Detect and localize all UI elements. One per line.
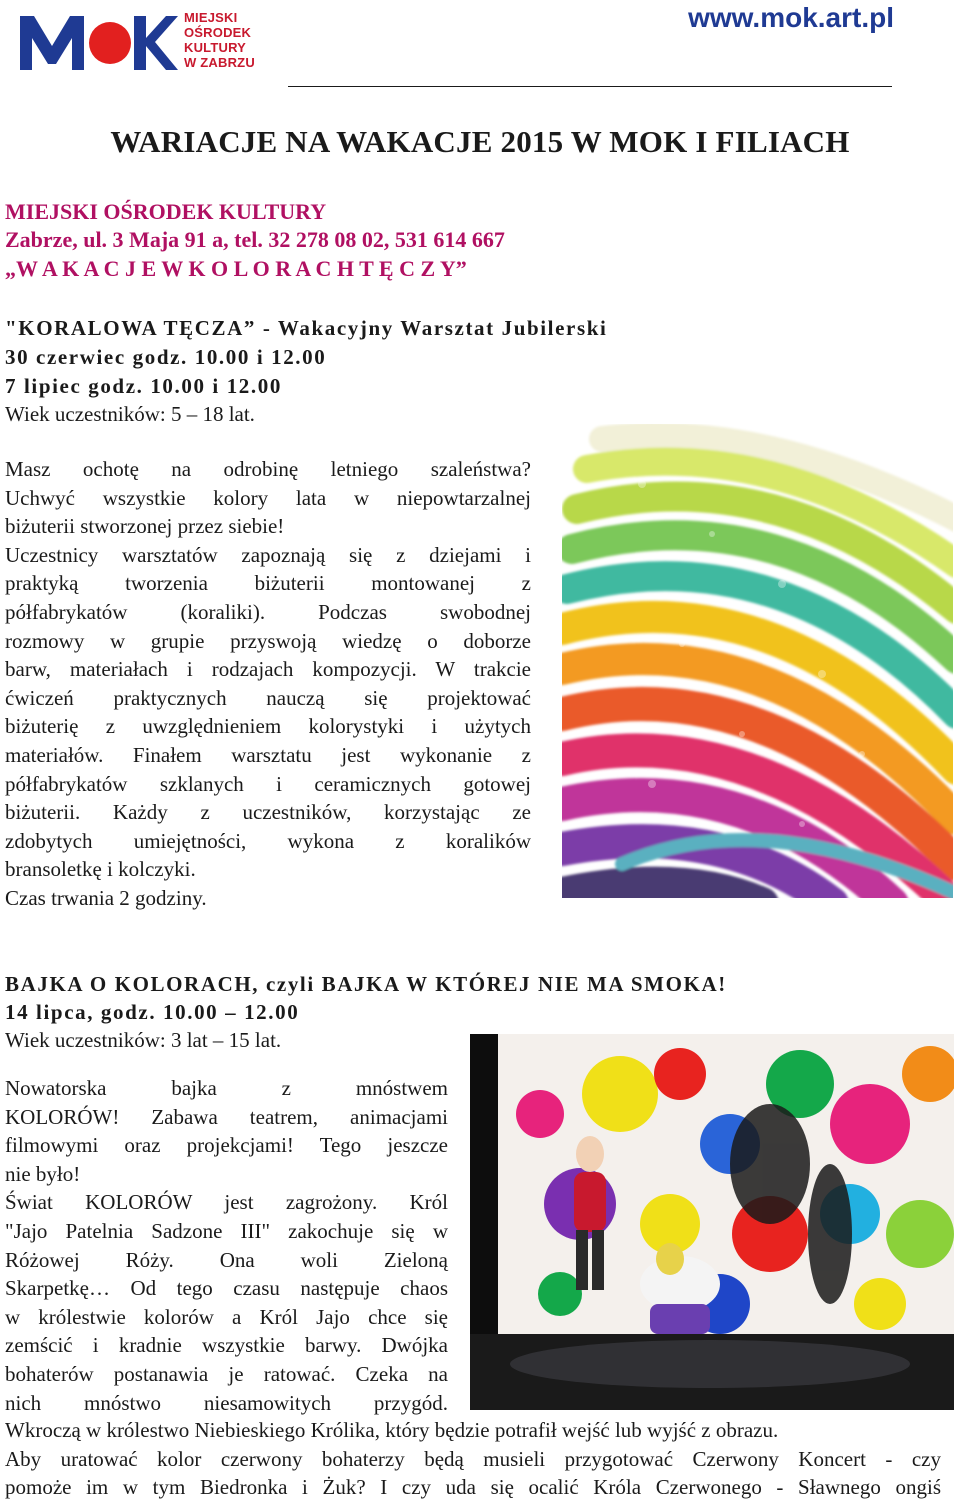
event2-line: Skarpetkę… Od tego czasu następuje chaos [5,1276,448,1301]
event1-date-1: 30 czerwiec godz. 10.00 i 12.00 [5,345,327,369]
event2-full-line: Aby uratować kolor czerwony bohaterzy będą musieli przygotować Czerwony Koncert - czy [5,1447,941,1471]
header-divider [288,86,892,87]
event2-full-line: pomoże im w tym Biedronka i Żuk? I czy uda się ocalić Króla Czerwonego - Sławnego ongiś [5,1475,941,1499]
org-name: MIEJSKI OŚRODEK KULTURY [5,199,327,224]
logo-text-line-2: OŚRODEK [184,25,252,40]
event1-line: biżuterię z uwzględnieniem kolorystyki i użytych [5,714,531,739]
org-address: Zabrze, ul. 3 Maja 91 a, tel. 32 278 08 02, 531 614 667 [5,227,505,252]
event1-line: półfabrykatów szklanych i ceramicznych gotowej [5,771,531,796]
event1-date-2: 7 lipiec godz. 10.00 i 12.00 [5,374,282,398]
event2-line: nich mnóstwo niesamowitych przygód. [5,1390,448,1415]
event2-date: 14 lipca, godz. 10.00 – 12.00 [5,1000,300,1024]
event1-description [5,455,531,913]
event1-line: materiałów. Finałem warsztatu jest wykonanie z [5,742,531,767]
event1-line: Czas trwania 2 godziny. [5,885,207,910]
colorful-stage-image [470,1034,954,1410]
event2-full-line: Wkroczą w królestwo Niebieskiego Królika, który będzie potrafił wejść lub wyjść z obrazu. [5,1418,779,1442]
event2-age: Wiek uczestników: 3 lat – 15 lat. [5,1028,282,1052]
event2-line: filmowymi oraz projekcjami! Tego jeszcze [5,1133,448,1158]
logo-text-line-4: W ZABRZU [184,55,255,70]
mok-logo [18,8,268,74]
mok-logo-mark [18,12,178,72]
event1-line: Uchwyć wszystkie kolory lata w niepowtarzalnej [5,485,531,510]
event1-line: zdobytych umiejętności, wykona z koralików [5,828,531,853]
document-title: WARIACJE NA WAKACJE 2015 W MOK I FILIACH [110,124,850,159]
logo-text-line-3: KULTURY [184,40,247,55]
event2-line: KOLORÓW! Zabawa teatrem, animacjami [5,1104,448,1129]
event2-line: Świat KOLORÓW jest zagrożony. Król [5,1190,448,1215]
event1-line: biżuterii stworzonej przez siebie! [5,514,285,539]
site-url-link[interactable]: www.mok.art.pl [688,2,894,33]
event2-line: Nowatorska bajka z mnóstwem [5,1076,448,1100]
event2-line: "Jajo Patelnia Sadzone III" zakochuje się w [5,1218,448,1243]
event1-line: ćwiczeń praktycznych nauczą się projektować [5,685,531,710]
event1-line: Masz ochotę na odrobinę letniego szaleństwa? [5,457,531,481]
event2-line: zemścić i kradnie wszystkie barwy. Dwójka [5,1333,448,1358]
event1-line: bransoletkę i kolczyki. [5,857,196,882]
event1-line: praktyką tworzenia biżuterii montowanej z [5,571,531,596]
event2-line: bohaterów postanawia je ratować. Czeka na [5,1361,448,1386]
event1-line: Uczestnicy warsztatów zapoznają się z dziejami i [5,542,531,567]
event1-age: Wiek uczestników: 5 – 18 lat. [5,402,255,426]
theatre-photo [470,1034,954,1410]
beads-photo [562,424,953,898]
event2-description [5,1074,448,1417]
rainbow-beads-image [562,424,953,898]
logo-text-line-1: MIEJSKI [184,10,238,25]
event1-line: barw, materiałach i rodzajach kompozycji. W trakcie [5,657,531,682]
event2-line: Różowej Róży. Ona woli Zieloną [5,1247,448,1272]
event2-name: BAJKA O KOLORACH, czyli BAJKA W KTÓREJ NIE MA SMOKA! [5,972,727,996]
event2-line: nie było! [5,1161,81,1186]
event1-name: "KORALOWA TĘCZA” - Wakacyjny Warsztat Jubilerski [5,316,608,340]
event1-line: rozmowy w grupie przyswoją wiedzę o doborze [5,628,531,653]
event1-line: biżuterii. Każdy z uczestników, korzystając ze [5,800,531,825]
event2-line: w królestwie kolorów a Król Jajo chce się [5,1304,448,1329]
program-theme: „W A K A C J E W K O L O R A C H T Ę C Z Y” [5,256,467,281]
event1-line: półfabrykatów (koraliki). Podczas swobodnej [5,599,531,624]
